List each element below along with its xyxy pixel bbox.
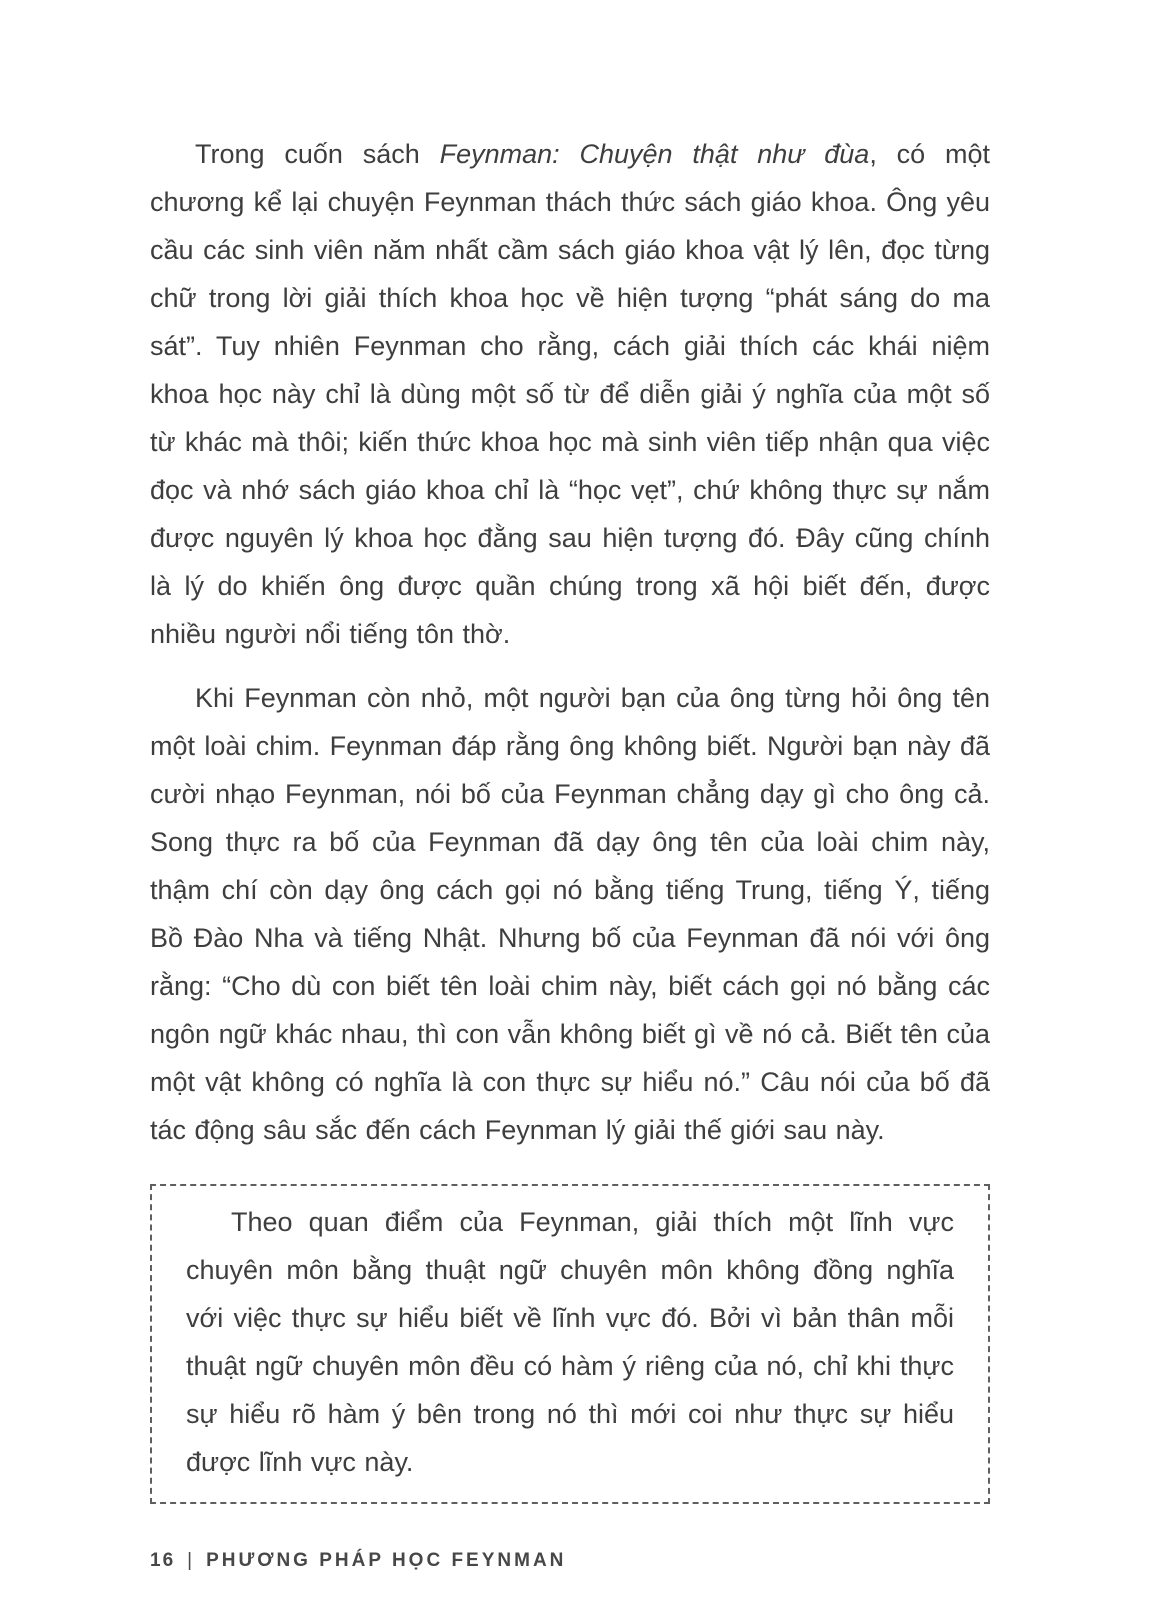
paragraph-1-lead: Trong cuốn sách — [195, 139, 440, 169]
footer-separator: | — [187, 1550, 195, 1571]
footer-book-title: PHƯƠNG PHÁP HỌC FEYNMAN — [206, 1550, 567, 1571]
book-title-reference: Feynman: Chuyện thật như đùa — [439, 139, 870, 169]
callout-text: Theo quan điểm của Feynman, giải thích một lĩnh vực chuyên môn bằng thuật ngữ chuyên môn không đồng nghĩa với việc thực sự hiểu biết về lĩnh vực đó. Bởi vì bản thân mỗi thuật ngữ chuyên môn đều có hàm ý riêng của nó, chỉ khi thực sự hiểu rõ hàm ý bên trong nó thì mới coi như thực sự hiểu được lĩnh vực này. — [186, 1207, 954, 1477]
paragraph-1-body: , có một chương kể lại chuyện Feynman thách thức sách giáo khoa. Ông yêu cầu các sinh viên năm nhất cầm sách giáo khoa vật lý lên, đọc từng chữ trong lời giải thích khoa học về hiện tượng “phát sáng do ma sát”. Tuy nhiên Feynman cho rằng, cách giải thích các khái niệm khoa học này chỉ là dùng một số từ để diễn giải ý nghĩa của một số từ khác mà thôi; kiến thức khoa học mà sinh viên tiếp nhận qua việc đọc và nhớ sách giáo khoa chỉ là “học vẹt”, chứ không thực sự nắm được nguyên lý khoa học đằng sau hiện tượng đó. Đây cũng chính là lý do khiến ông được quần chúng trong xã hội biết đến, được nhiều người nổi tiếng tôn thờ. — [150, 139, 991, 649]
page-number: 16 — [150, 1550, 176, 1571]
callout-box — [150, 1184, 990, 1504]
page-footer — [150, 1550, 990, 1572]
paragraph-feynman-textbook — [150, 130, 990, 658]
paragraph-feynman-bird-story: Khi Feynman còn nhỏ, một người bạn của ông từng hỏi ông tên một loài chim. Feynman đáp rằng ông không biết. Người bạn này đã cười nhạo Feynman, nói bố của Feynman chẳng dạy gì cho ông cả. Song thực ra bố của Feynman đã dạy ông tên của loài chim này, thậm chí còn dạy ông cách gọi nó bằng tiếng Trung, tiếng Ý, tiếng Bồ Đào Nha và tiếng Nhật. Nhưng bố của Feynman đã nói với ông rằng: “Cho dù con biết tên loài chim này, biết cách gọi nó bằng các ngôn ngữ khác nhau, thì con vẫn không biết gì về nó cả. Biết tên của một vật không có nghĩa là con thực sự hiểu nó.” Câu nói của bố đã tác động sâu sắc đến cách Feynman lý giải thế giới sau này. — [150, 683, 990, 1145]
